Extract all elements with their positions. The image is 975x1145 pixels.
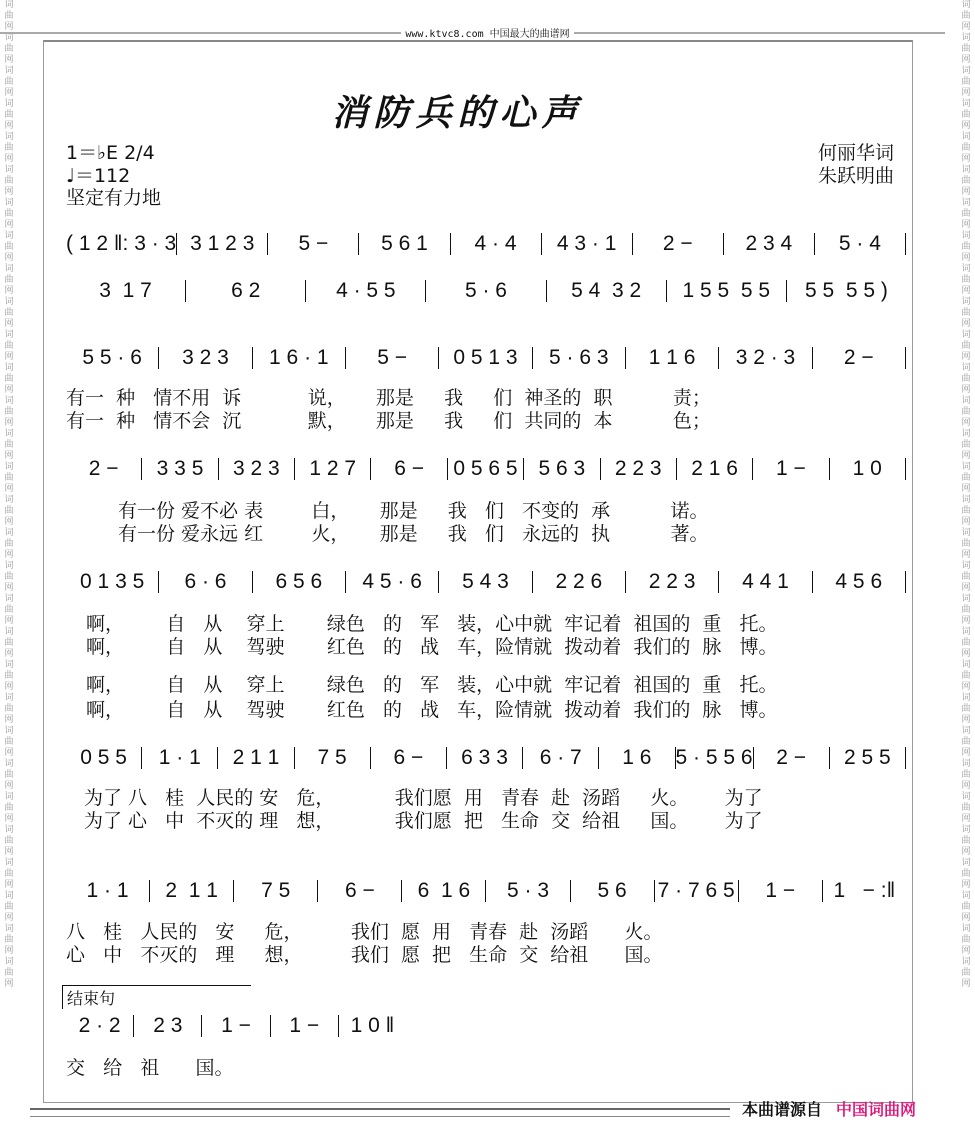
measure: 2 3 — [153, 1014, 183, 1037]
lyrics-line: 啊， 自 从 驾驶 红色 的 战 车，险情就 拨动着 我们的 脉 博。 — [86, 636, 778, 658]
measure: 2 2 3 — [648, 570, 696, 593]
measure: 1 − — [765, 879, 796, 902]
measure: 1 2 7 — [309, 457, 357, 480]
side-watermark-right: 词曲网词曲网词曲网词曲网词曲网词曲网词曲网词曲网词曲网词曲网词曲网词曲网词曲网词曲网词曲网词曲网词曲网词曲网词曲网词曲网词曲网词曲网词曲网词曲网词曲网词曲网词曲网词曲网词曲网词曲网 — [961, 0, 971, 989]
measure: 0 1 3 5 — [80, 570, 145, 593]
barline — [905, 571, 906, 593]
measure: 1 − — [776, 457, 806, 480]
measure: 2 − — [88, 457, 119, 480]
measure: 1 1 6 — [648, 346, 696, 369]
measure: 0 5 5 — [80, 746, 127, 769]
measure: 2 · 2 — [78, 1014, 121, 1037]
measure: 6 · 7 — [539, 746, 582, 769]
measure: 5 · 5 5 6 — [675, 746, 753, 769]
measure: 5 4 3 — [462, 570, 509, 593]
barline — [905, 233, 906, 255]
lyrics-line: 交 给 祖 国。 — [66, 1057, 234, 1079]
measure: 5 · 6 3 — [549, 346, 609, 369]
measure: 1 − — [221, 1014, 251, 1037]
measure: 2 − — [776, 746, 807, 769]
header-source: www.ktvc8.com 中国最大的曲谱网 — [401, 29, 573, 40]
composer: 朱跃明曲 — [818, 165, 895, 187]
measure: 4 5 6 — [835, 570, 883, 593]
measure: 5 6 — [597, 879, 627, 902]
measure: 2 − — [843, 346, 874, 369]
notation-row-2 — [66, 279, 906, 303]
measure: 1 · 1 — [158, 746, 201, 769]
lyrics-line: 啊， 自 从 穿上 绿色 的 军 装，心中就 牢记着 祖国的 重 托。 — [86, 613, 778, 635]
measure: 1 5 5 5 5 — [682, 279, 771, 302]
notation-row-4 — [66, 457, 906, 481]
measure: 3 1 7 — [99, 279, 152, 302]
measure: 5 4 3 2 — [571, 279, 642, 302]
lyrics-line: 啊， 自 从 驾驶 红色 的 战 车，险情就 拨动着 我们的 脉 博。 — [86, 699, 778, 721]
ending-label: 结束句 — [62, 985, 251, 1009]
notation-row-7 — [66, 879, 906, 903]
lyrics-line: 啊， 自 从 穿上 绿色 的 军 装，心中就 牢记着 祖国的 重 托。 — [86, 674, 778, 696]
measure: 6 − — [394, 457, 424, 480]
measure: 5 − — [298, 232, 329, 255]
key-signature: 1＝♭E 2/4 — [66, 142, 155, 164]
measure: 5 5 5 5 ) — [804, 279, 888, 302]
measure: 2 5 5 — [843, 746, 891, 769]
measure: 4 · 4 — [474, 232, 517, 255]
measure: 3 3 5 — [156, 457, 204, 480]
footer-prefix: 本曲谱源自 — [742, 1100, 823, 1119]
measure: 5 6 1 — [381, 232, 428, 255]
measure: 2 1 1 — [232, 746, 280, 769]
measure: 5 · 3 — [507, 879, 550, 902]
measure: 1 6 · 1 — [269, 346, 329, 369]
footer-rule — [30, 1116, 730, 1117]
lyrics-line: 八 桂 人民的 安 危， 我们 愿 用 青春 赴 汤蹈 火。 — [66, 921, 663, 943]
measure: 2 1 1 — [165, 879, 218, 902]
measure: 3 2 3 — [233, 457, 280, 480]
measure: 2 − — [662, 232, 693, 255]
measure: 4 4 1 — [742, 570, 789, 593]
measure: 5 − — [377, 346, 408, 369]
measure: 2 2 3 — [614, 457, 662, 480]
measure: 7 5 — [317, 746, 347, 769]
measure: 6 − — [344, 879, 375, 902]
notation-row-6 — [66, 746, 906, 770]
lyrics-line: 心 中 不灭的 理 想， 我们 愿 把 生命 交 给祖 国。 — [66, 944, 663, 966]
measure: 6 3 3 — [461, 746, 508, 769]
measure: 1 0 ‖ — [350, 1014, 395, 1037]
expression-mark: 坚定有力地 — [66, 187, 162, 209]
measure: 7 5 — [261, 879, 291, 902]
lyrics-line: 有一份 爱永远 红 火， 那是 我 们 永远的 执 著。 — [118, 523, 709, 545]
measure: 2 2 6 — [555, 570, 603, 593]
barline — [905, 747, 906, 769]
measure: 2 1 6 — [691, 457, 738, 480]
notation-row-5 — [66, 570, 906, 594]
measure: 1 6 — [622, 746, 652, 769]
measure: 7 · 7 6 5 — [657, 879, 735, 902]
measure: 3 2 3 — [182, 346, 229, 369]
barline — [905, 458, 906, 480]
notation-row-1 — [66, 232, 906, 256]
lyrics-line: 有一份 爱不必 表 白， 那是 我 们 不变的 承 诺。 — [118, 500, 709, 522]
tempo: ♩＝112 — [66, 165, 131, 187]
measure: 6 2 — [231, 279, 261, 302]
lyrics-line: 为了 八 桂 人民的 安 危， 我们愿 用 青春 赴 汤蹈 火。 为了 — [84, 787, 763, 809]
lyrics-line: 有一 种 情不用 诉 说， 那是 我 们 神圣的 职 责； — [66, 387, 711, 409]
measure: 5 6 3 — [538, 457, 586, 480]
measure: 5 · 6 — [464, 279, 507, 302]
footer-brand: 中国词曲网 — [836, 1100, 917, 1119]
measure: ( 1 2 ‖: 3 · 3 — [66, 232, 177, 255]
lyrics-line: 有一 种 情不会 沉 默， 那是 我 们 共同的 本 色； — [66, 410, 711, 432]
lyricist: 何丽华词 — [818, 142, 895, 164]
measure: 2 3 4 — [745, 232, 793, 255]
measure: 4 5 · 6 — [362, 570, 422, 593]
measure: 0 5 6 5 — [453, 457, 518, 480]
lyrics-line: 为了 心 中 不灭的 理 想， 我们愿 把 生命 交 给祖 国。 为了 — [84, 810, 763, 832]
measure: 5 · 4 — [838, 232, 881, 255]
measure: 1 · 1 — [86, 879, 129, 902]
measure: 4 · 5 5 — [336, 279, 396, 302]
measure: 4 3 · 1 — [556, 232, 617, 255]
measure: 6 · 6 — [184, 570, 227, 593]
measure: 6 − — [393, 746, 424, 769]
footer-source — [742, 1097, 916, 1120]
measure: 1 − — [289, 1014, 320, 1037]
measure: 3 2 · 3 — [735, 346, 796, 369]
measure: 3 1 2 3 — [190, 232, 255, 255]
measure: 0 5 1 3 — [453, 346, 518, 369]
measure: 1 0 — [852, 457, 882, 480]
measure: 6 5 6 — [275, 570, 323, 593]
measure: 6 1 6 — [417, 879, 471, 902]
measure: 5 5 · 6 — [82, 346, 142, 369]
measure: 1 − :‖ — [833, 879, 896, 902]
notation-row-3 — [66, 346, 906, 370]
side-watermark-left: 词曲网词曲网词曲网词曲网词曲网词曲网词曲网词曲网词曲网词曲网词曲网词曲网词曲网词曲网词曲网词曲网词曲网词曲网词曲网词曲网词曲网词曲网词曲网词曲网词曲网词曲网词曲网词曲网词曲网词曲网 — [4, 0, 14, 989]
footer-rule — [30, 1108, 730, 1110]
barline — [905, 347, 906, 369]
notation-row-8 — [66, 1014, 406, 1038]
song-title: 消防兵的心声 — [331, 92, 584, 134]
